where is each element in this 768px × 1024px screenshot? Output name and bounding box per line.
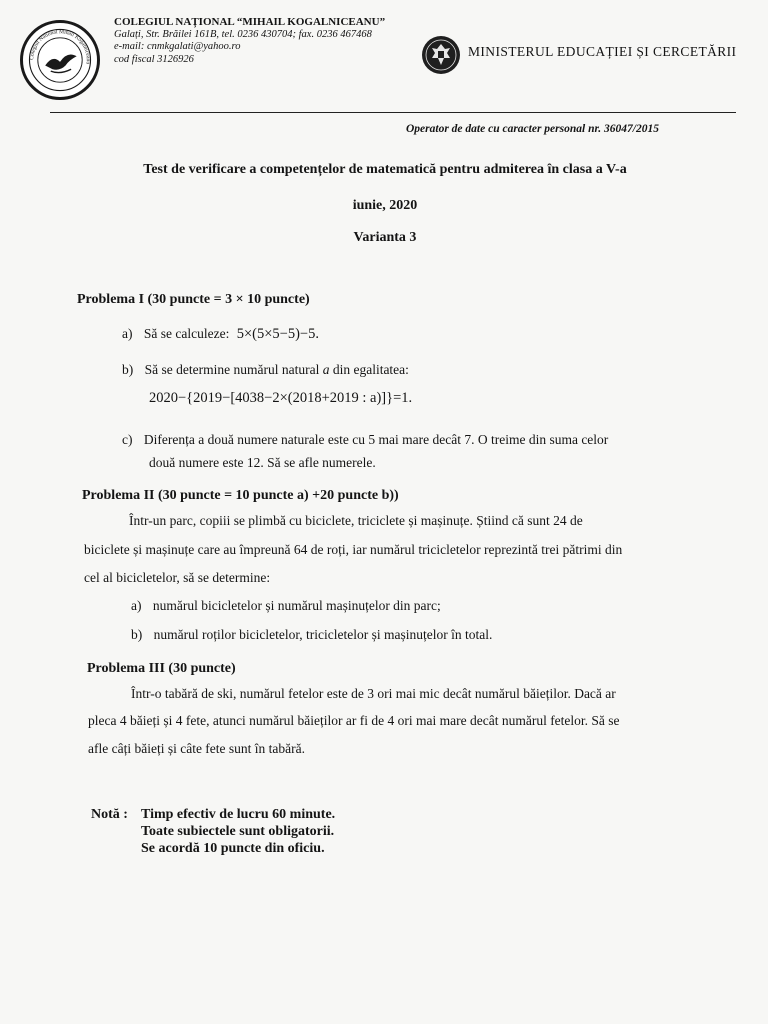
school-fiscal-code: cod fiscal 3126926 (114, 53, 194, 65)
problem-2-text-line-1: Într-un parc, copiii se plimbă cu biciclete, triciclete și mașinuțe. Știind că sunt 24 de (129, 513, 583, 528)
operator-number: Operator de date cu caracter personal nr. 36047/2015 (406, 123, 659, 135)
school-address: Galați, Str. Brăilei 161B, tel. 0236 430704; fax. 0236 467468 (114, 28, 372, 40)
problem-3-heading: Problema III (30 puncte) (87, 661, 236, 676)
school-info (114, 16, 385, 66)
test-date: iunie, 2020 (352, 198, 418, 213)
problem-1-a-formula: 5×(5×5−5)−5. (236, 326, 319, 342)
header-divider (50, 112, 736, 113)
item-label: b) (122, 362, 134, 377)
school-logo (20, 20, 100, 100)
problem-1-b-formula: 2020−{2019−[4038−2×(2018+2019 : a)]}=1. (149, 390, 413, 406)
problem-2-a (131, 598, 441, 614)
problem-2-text-line-3: cel al bicicletelor, să se determine: (84, 570, 271, 585)
note-label: Notă : (91, 807, 128, 822)
problem-1-b-text: Să se determine numărul natural (144, 362, 320, 377)
problem-1-b-text-end: din egalitatea: (332, 362, 409, 377)
problem-2-text-line-2: biciclete și mașinuțe care au împreună 64 de roți, iar numărul tricicletelor reprezintă trei pătrimi din (84, 542, 623, 557)
problem-1-b (122, 362, 409, 378)
test-title: Test de verificare a competențelor de matematică pentru admiterea în clasa a V-a (143, 162, 627, 177)
ministry-seal-icon (421, 35, 461, 75)
problem-1-a-text: Să se calculeze: (143, 326, 230, 341)
item-label: a) (131, 598, 142, 613)
ministry-name: MINISTERUL EDUCAȚIEI ȘI CERCETĂRII (468, 44, 737, 59)
school-email: e-mail: cnmkgalati@yahoo.ro (114, 41, 241, 52)
problem-2-b (131, 627, 492, 643)
item-label: c) (122, 432, 133, 447)
problem-2-heading: Problema II (30 puncte = 10 puncte a) +20 puncte b)) (82, 488, 399, 503)
problem-3-text-line-2: pleca 4 băieți și 4 fete, atunci numărul băieților ar fi de 4 ori mai mare decât numărul fetelor. Să se (88, 713, 620, 728)
school-name: COLEGIUL NAȚIONAL “MIHAIL KOGALNICEANU” (114, 16, 386, 28)
problem-2-b-text: numărul roților bicicletelor, tricicletelor și mașinuțelor în total. (153, 627, 493, 642)
problem-1-b-variable: a (322, 362, 330, 377)
problem-2-a-text: numărul bicicletelor și numărul mașinuțelor din parc; (152, 598, 441, 613)
problem-3-text-line-3: afle câți băieți și câte fete sunt în tabără. (88, 741, 306, 756)
problem-1-c-line-1: Diferența a două numere naturale este cu 5 mai mare decât 7. O treime din suma celor (143, 432, 609, 447)
svg-text:Colegiul National Mihail Kogal (29, 29, 91, 65)
logo-ring-text: Colegiul National Mihail Kogalniceanu (29, 29, 91, 65)
problem-1-a (122, 326, 319, 343)
problem-1-c (122, 432, 608, 448)
problem-3-text-line-1: Într-o tabără de ski, numărul fetelor este de 3 ori mai mic decât numărul băieților. Dacă ar (131, 686, 616, 701)
item-label: a) (122, 326, 133, 341)
note-line-2: Toate subiectele sunt obligatorii. (141, 824, 335, 839)
note-line-1: Timp efectiv de lucru 60 minute. (141, 807, 336, 822)
test-variant: Varianta 3 (353, 230, 417, 245)
problem-1-heading: Problema I (30 puncte = 3 × 10 puncte) (77, 292, 310, 307)
item-label: b) (131, 627, 143, 642)
problem-1-c-line-2: două numere este 12. Să se afle numerele. (149, 455, 376, 470)
note-line-3: Se acordă 10 puncte din oficiu. (141, 841, 325, 856)
